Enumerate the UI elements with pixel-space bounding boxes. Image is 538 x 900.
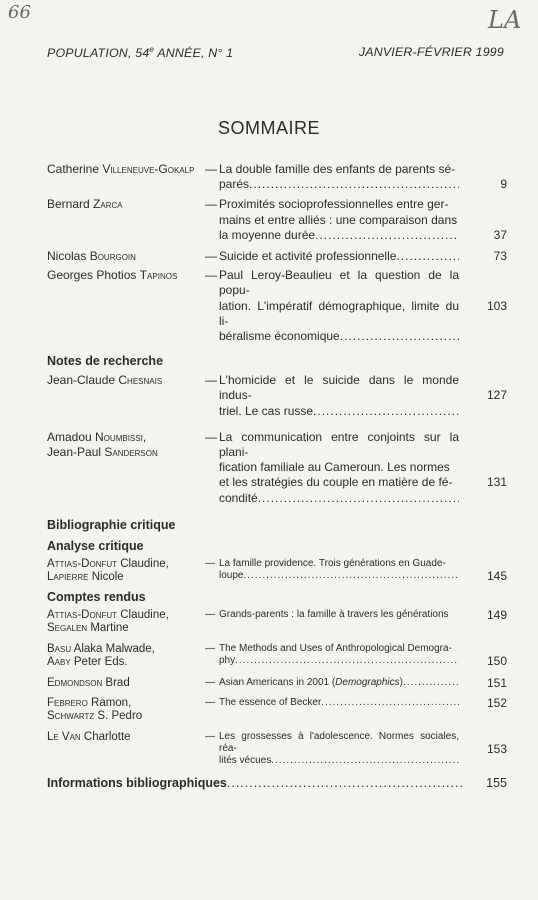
- subsection-heading-comptes: Comptes rendus: [47, 589, 146, 604]
- toc-entry[interactable]: [47, 197, 507, 243]
- dot-leader: [321, 697, 459, 709]
- title-line: Paul Leroy-Beaulieu et la question de la popu-: [219, 268, 459, 298]
- title-last-line: [219, 697, 459, 709]
- author-firstname: Amadou: [47, 429, 96, 444]
- author-firstname: Jean-Claude: [47, 373, 119, 388]
- page-number-text: 145: [486, 568, 507, 583]
- author-surname: Villeneuve-Gokalp: [102, 162, 195, 176]
- author-surname: Le Van: [47, 730, 81, 743]
- page-number: [459, 430, 507, 506]
- title-last-text: loupe: [219, 569, 244, 581]
- em-dash: —: [205, 429, 217, 444]
- title-line: La famille providence. Trois générations en Guade-: [219, 557, 446, 569]
- author-firstname: Jean-Paul: [47, 445, 105, 460]
- section-heading-bibliography: Bibliographie critique: [47, 517, 176, 532]
- entry-title: [219, 677, 459, 690]
- dot-leader: [313, 404, 459, 419]
- em-dash: —: [205, 608, 215, 620]
- author-firstname: Georges Photios: [47, 268, 140, 283]
- author-surname: Sanderson: [104, 445, 158, 460]
- page-number-text: 149: [486, 607, 507, 622]
- author-firstname: Catherine: [47, 162, 103, 176]
- page-number: [459, 643, 507, 669]
- author-firstname: Bernard: [47, 197, 94, 212]
- toc-entry[interactable]: [47, 643, 507, 669]
- page-number-text: 127: [486, 388, 507, 403]
- toc-entry[interactable]: [47, 373, 507, 419]
- dot-leader: [403, 677, 459, 689]
- toc-entry[interactable]: [47, 731, 507, 767]
- entry-author: [47, 731, 205, 767]
- page-number: [459, 373, 507, 419]
- author-surname: Basu: [47, 642, 72, 655]
- title-line: mains et entre alliés : une comparaison dans: [219, 212, 458, 227]
- title-last-line: [219, 491, 459, 506]
- page-number: [459, 677, 507, 690]
- em-dash: —: [205, 642, 215, 654]
- toc-entry[interactable]: [47, 268, 507, 344]
- toc-entry[interactable]: [47, 430, 507, 506]
- running-head: [47, 45, 504, 60]
- handwritten-mark-left: 66: [8, 2, 31, 23]
- dot-leader: [340, 329, 459, 344]
- entry-author: [47, 677, 205, 690]
- author-firstname: Martine: [87, 621, 129, 634]
- dot-leader: [271, 755, 459, 767]
- title-last-text: condité: [219, 490, 258, 505]
- author-surname: Lapierre: [47, 570, 89, 583]
- em-dash: —: [205, 162, 217, 176]
- entry-author: [47, 697, 205, 723]
- title-line: L'homicide et le suicide dans le monde indus-: [219, 373, 459, 403]
- page-number-text: 131: [486, 475, 507, 490]
- entry-title: [219, 197, 459, 243]
- title-last-text: lités vécues: [219, 754, 272, 766]
- title-last-line: [219, 755, 459, 767]
- toc-entry[interactable]: [47, 609, 507, 635]
- toc-entry[interactable]: [47, 677, 507, 690]
- em-dash: —: [205, 249, 217, 264]
- title-line: The Methods and Uses of Anthropological Demogra-: [219, 642, 452, 654]
- title-last-line: [219, 404, 459, 419]
- title-italic: Demographics: [335, 676, 400, 688]
- page-number-text: 103: [486, 298, 507, 313]
- dot-leader: [235, 655, 459, 667]
- author-surname: Febrero: [47, 696, 88, 709]
- page-number-text: 9: [500, 177, 507, 192]
- title-last-text: triel. Le cas russe: [219, 403, 314, 418]
- dot-leader: [243, 570, 459, 582]
- title-line: Les grossesses à l'adolescence. Normes sociales, réa-: [219, 730, 459, 754]
- author-firstname: Alaka Malwade,: [71, 642, 155, 655]
- title-last-line: [219, 228, 459, 243]
- title-line: La double famille des enfants de parents sé-: [219, 162, 456, 176]
- issue-date: JANVIER-FÉVRIER 1999: [358, 45, 504, 59]
- author-surname: Zarca: [93, 197, 123, 212]
- toc-entry[interactable]: [47, 558, 507, 584]
- dot-leader: [396, 249, 459, 264]
- author-firstname: Ramon,: [87, 696, 132, 709]
- author-firstname: Claudine,: [117, 557, 169, 570]
- title-line: Grands-parents : la famille à travers les générations: [219, 608, 449, 620]
- entry-title: [219, 430, 459, 506]
- page-number: [459, 162, 507, 192]
- section-heading-notes: Notes de recherche: [47, 354, 164, 369]
- title-last-line: [219, 655, 459, 667]
- entry-title: [219, 697, 459, 723]
- title-last-text: parés: [219, 177, 250, 192]
- title-line: La communication entre conjoints sur la plani-: [219, 429, 459, 460]
- author-firstname: Charlotte: [80, 730, 131, 743]
- table-of-contents: [47, 162, 507, 790]
- entry-title: [219, 731, 459, 767]
- entry-author: [47, 373, 205, 419]
- title-line: Proximités socioprofessionnelles entre ger-: [219, 197, 449, 212]
- author-firstname: Nicole: [88, 570, 124, 583]
- toc-entry[interactable]: [47, 162, 507, 192]
- entry-author: [47, 643, 205, 669]
- author-firstname: Brad: [102, 676, 130, 689]
- toc-entry[interactable]: [47, 697, 507, 723]
- entry-title: [219, 643, 459, 669]
- title-last-line: [219, 249, 459, 264]
- author-firstname: S. Pedro: [94, 709, 143, 722]
- page-number: [459, 268, 507, 344]
- journal-issue: POPULATION, 54e ANNÉE, N° 1: [47, 45, 234, 61]
- entry-title: [219, 558, 459, 584]
- entry-author: [47, 430, 205, 506]
- title-line: et les stratégies du couple en matière de fé-: [219, 475, 453, 490]
- title-text: Asian Americans in 2001 (: [219, 676, 336, 688]
- title-last-text: The essence of Becker: [219, 696, 322, 708]
- entry-title: [219, 249, 459, 264]
- toc-entry-final[interactable]: [47, 776, 507, 790]
- em-dash: —: [205, 730, 215, 742]
- title-last-text: phy: [219, 654, 236, 666]
- author-firstname: Claudine,: [117, 608, 169, 621]
- dot-leader: [315, 228, 459, 243]
- title-line: fication familiale au Cameroun. Les normes: [219, 460, 450, 475]
- em-dash: —: [205, 197, 217, 212]
- entry-title: [219, 373, 459, 419]
- page-number-text: 151: [486, 675, 507, 690]
- entry-title: [219, 609, 459, 635]
- author-firstname: Peter Eds.: [70, 655, 128, 668]
- entry-author: [47, 197, 205, 243]
- em-dash: —: [205, 676, 215, 688]
- title-text: ): [399, 676, 403, 688]
- author-surname: Attias-Donfut: [47, 557, 118, 570]
- em-dash: —: [205, 696, 215, 708]
- page-number-text: 73: [493, 249, 507, 264]
- author-firstname: Nicolas: [47, 249, 90, 264]
- dot-leader: [258, 491, 459, 506]
- title-last-text: la moyenne durée: [219, 227, 316, 242]
- dot-leader: [227, 776, 463, 790]
- author-surname: Noumbissi,: [95, 429, 147, 444]
- page-number: [459, 249, 507, 264]
- author-surname: Attias-Donfut: [47, 608, 118, 621]
- author-surname: Schwartz: [47, 709, 95, 722]
- author-surname: Aaby: [47, 655, 71, 668]
- title-last-line: [219, 329, 459, 344]
- entry-author: [47, 268, 205, 344]
- entry-author: [47, 609, 205, 635]
- page-number: [459, 697, 507, 723]
- entry-title: [219, 162, 459, 192]
- title-last-text: [219, 677, 403, 689]
- page-number: 155: [486, 775, 507, 790]
- author-surname: Segalen: [47, 621, 88, 634]
- page-number: [459, 731, 507, 767]
- em-dash: —: [205, 373, 217, 388]
- title-last-text: béralisme économique: [219, 329, 340, 344]
- handwritten-mark-right: LA: [488, 6, 522, 34]
- page-number: [459, 609, 507, 635]
- page-number-text: 37: [493, 227, 507, 242]
- em-dash: —: [205, 268, 217, 283]
- entry-author: [47, 558, 205, 584]
- title-last-text: Suicide et activité professionnelle: [219, 249, 397, 264]
- author-surname: Edmondson: [47, 676, 103, 689]
- page-number: [459, 197, 507, 243]
- title-line: lation. L'impératif démographique, limite du li-: [219, 298, 459, 328]
- title-last-line: [219, 177, 459, 192]
- final-label: Informations bibliographiques: [47, 775, 227, 790]
- author-surname: Tapinos: [139, 268, 178, 283]
- em-dash: —: [205, 557, 215, 569]
- page-number-text: 150: [486, 653, 507, 668]
- entry-title: [219, 268, 459, 344]
- entry-author: [47, 162, 205, 192]
- dot-leader: [249, 177, 459, 192]
- page-title: SOMMAIRE: [217, 118, 320, 138]
- title-last-line: [219, 677, 459, 689]
- subsection-heading-analyse: Analyse critique: [47, 538, 144, 553]
- page-number: [459, 558, 507, 584]
- toc-entry[interactable]: [47, 249, 507, 264]
- author-surname: Chesnais: [118, 373, 163, 388]
- title-last-line: [219, 570, 459, 582]
- page-number-text: 153: [486, 741, 507, 756]
- page-number-text: 152: [486, 695, 507, 710]
- entry-author: [47, 249, 205, 264]
- author-surname: Bourgoin: [89, 249, 136, 264]
